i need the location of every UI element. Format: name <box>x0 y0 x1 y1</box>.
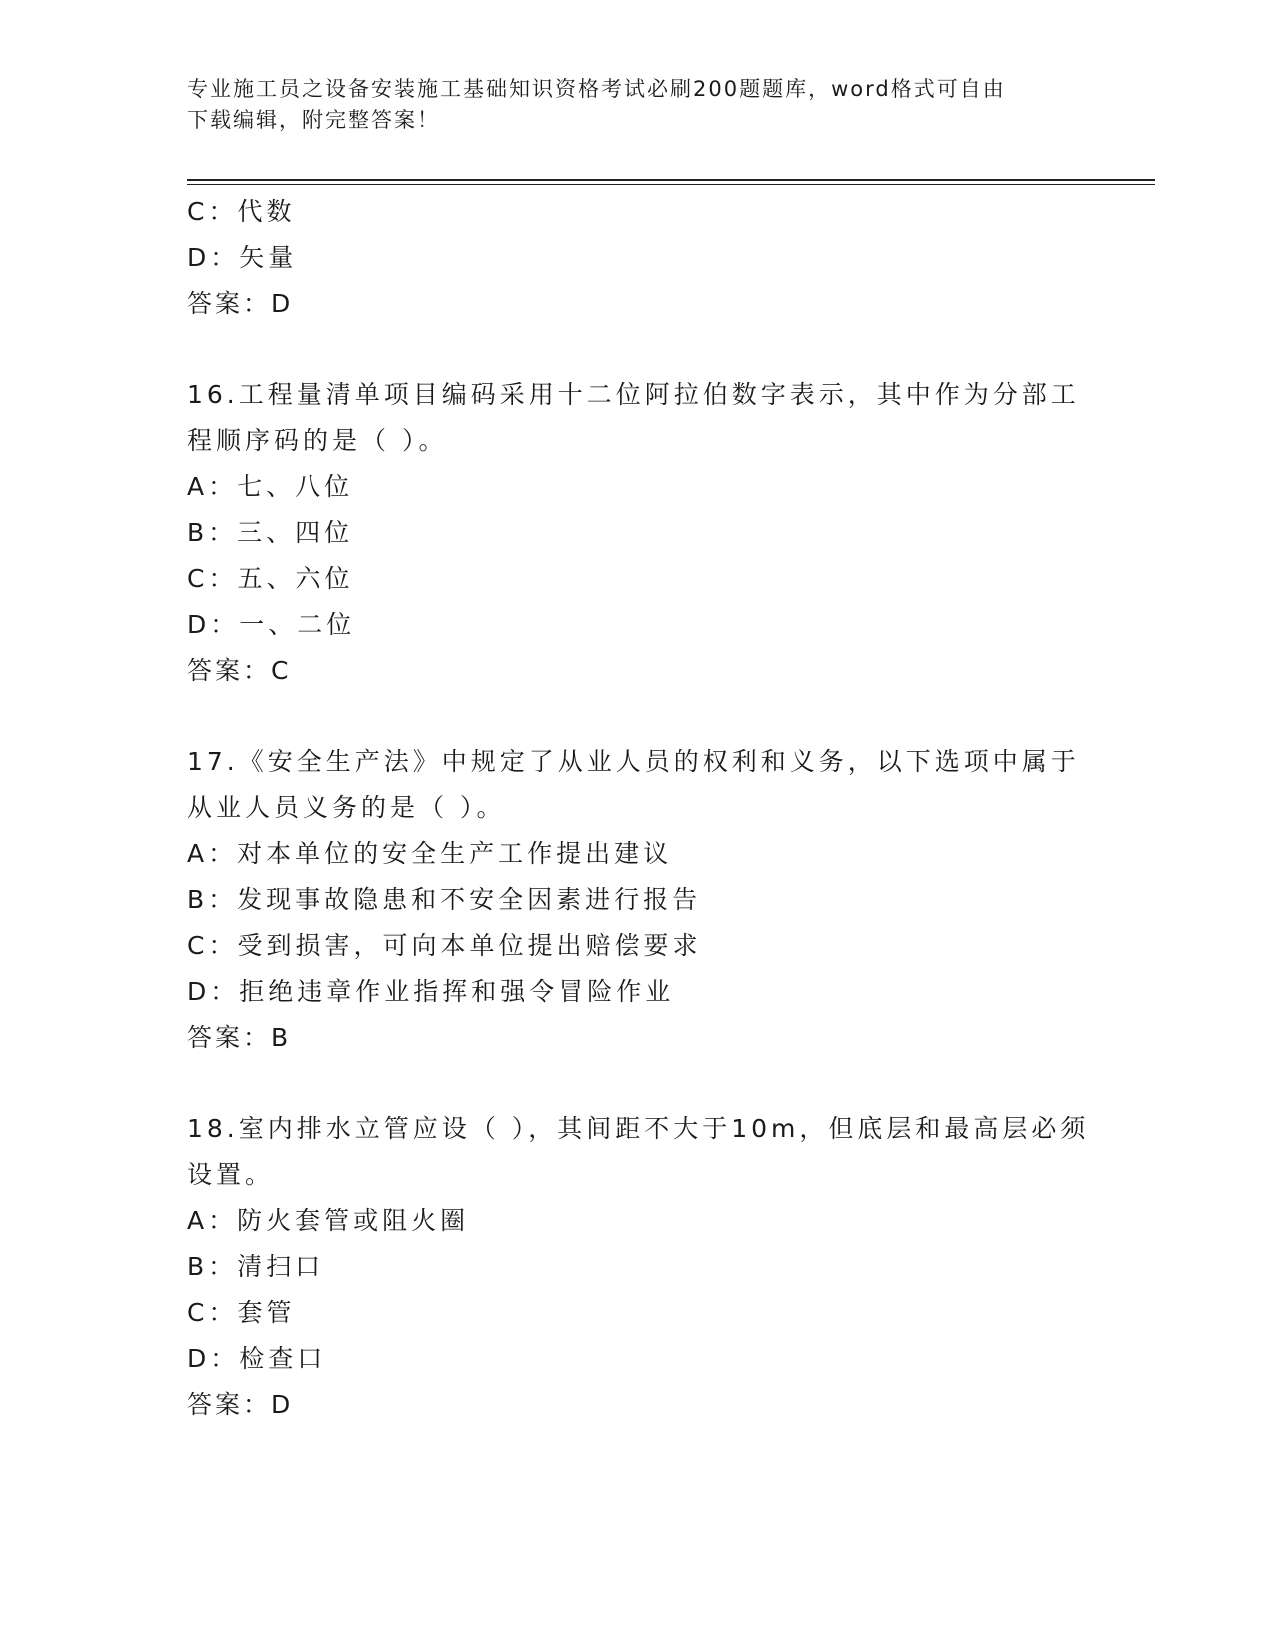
header-line-2: 下载编辑，附完整答案！ <box>187 108 440 132</box>
option-d: D：拒绝违章作业指挥和强令冒险作业 <box>187 977 675 1006</box>
question-16 <box>187 372 1087 694</box>
question-stem-continued: 设置。 <box>187 1160 275 1189</box>
option-a: A：对本单位的安全生产工作提出建议 <box>187 839 673 868</box>
answer-line: 答案：C <box>187 656 292 685</box>
answer-line: 答案：D <box>187 289 294 318</box>
option-b: B：发现事故隐患和不安全因素进行报告 <box>187 885 702 914</box>
question-stem-continued: 程顺序码的是（ ）。 <box>187 426 448 455</box>
header-line-1: 专业施工员之设备安装施工基础知识资格考试必刷200题题库，word格式可自由 <box>187 77 1006 101</box>
question-stem: 18.室内排水立管应设（ ），其间距不大于10m，但底层和最高层必须 <box>187 1114 1090 1143</box>
option-c: C：五、六位 <box>187 564 354 593</box>
header-divider <box>187 179 1155 181</box>
previous-question-tail <box>187 189 1087 327</box>
option-d: D：检查口 <box>187 1344 327 1373</box>
header-divider-thin <box>187 184 1155 185</box>
option-a: A：七、八位 <box>187 472 354 501</box>
option-a: A：防火套管或阻火圈 <box>187 1206 470 1235</box>
document-header <box>187 74 1087 136</box>
option-d: D：矢量 <box>187 243 298 272</box>
question-stem-continued: 从业人员义务的是（ ）。 <box>187 793 506 822</box>
question-stem: 16.工程量清单项目编码采用十二位阿拉伯数字表示，其中作为分部工 <box>187 380 1080 409</box>
option-d: D：一、二位 <box>187 610 356 639</box>
option-b: B：清扫口 <box>187 1252 325 1281</box>
question-spacer <box>187 694 1087 739</box>
option-c: C：套管 <box>187 1298 296 1327</box>
question-list <box>187 189 1090 1428</box>
option-c: C：受到损害，可向本单位提出赔偿要求 <box>187 931 702 960</box>
question-18 <box>187 1106 1090 1428</box>
answer-line: 答案：B <box>187 1023 292 1052</box>
answer-line: 答案：D <box>187 1390 294 1419</box>
option-b: B：三、四位 <box>187 518 354 547</box>
question-spacer <box>187 327 1087 372</box>
question-17 <box>187 739 1087 1061</box>
option-c: C：代数 <box>187 197 296 226</box>
question-spacer <box>187 1061 1087 1106</box>
question-stem: 17.《安全生产法》中规定了从业人员的权利和义务，以下选项中属于 <box>187 747 1080 776</box>
